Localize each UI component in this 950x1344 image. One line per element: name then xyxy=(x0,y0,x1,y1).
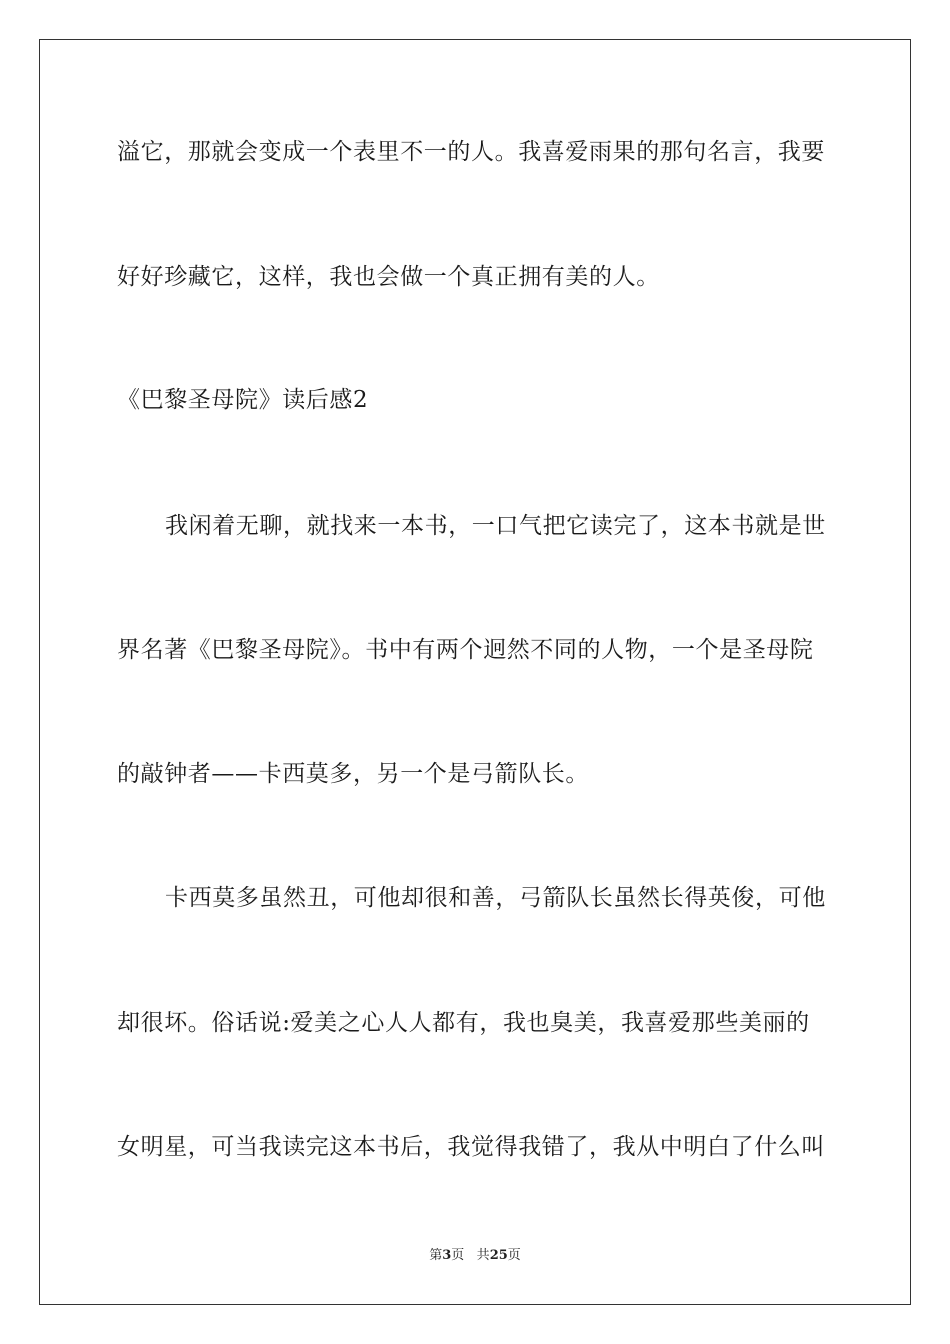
body-line: 却很坏。俗话说:爱美之心人人都有，我也臭美，我喜爱那些美丽的 xyxy=(117,1010,810,1036)
page-suffix: 页 xyxy=(451,1248,465,1263)
page-prefix: 第 xyxy=(429,1248,443,1263)
body-line: 界名著《巴黎圣母院》。书中有两个迥然不同的人物，一个是圣母院 xyxy=(117,637,814,663)
page-number: 3 xyxy=(442,1248,452,1263)
body-line: 溢它，那就会变成一个表里不一的人。我喜爱雨果的那句名言，我要 xyxy=(117,139,825,165)
body-line: 的敲钟者——卡西莫多，另一个是弓箭队长。 xyxy=(117,761,589,787)
total-pages: 25 xyxy=(489,1248,508,1263)
page-footer xyxy=(0,1247,950,1265)
body-line: 卡西莫多虽然丑，可他却很和善，弓箭队长虽然长得英俊，可他 xyxy=(165,885,826,911)
body-line: 好好珍藏它，这样，我也会做一个真正拥有美的人。 xyxy=(117,264,660,290)
total-prefix: 共 xyxy=(476,1248,490,1263)
body-line: 女明星，可当我读完这本书后，我觉得我错了，我从中明白了什么叫 xyxy=(117,1134,825,1160)
page-border xyxy=(39,39,911,1305)
total-suffix: 页 xyxy=(507,1248,521,1263)
body-line: 我闲着无聊，就找来一本书，一口气把它读完了，这本书就是世 xyxy=(165,513,826,539)
section-title: 《巴黎圣母院》读后感2 xyxy=(117,387,369,413)
